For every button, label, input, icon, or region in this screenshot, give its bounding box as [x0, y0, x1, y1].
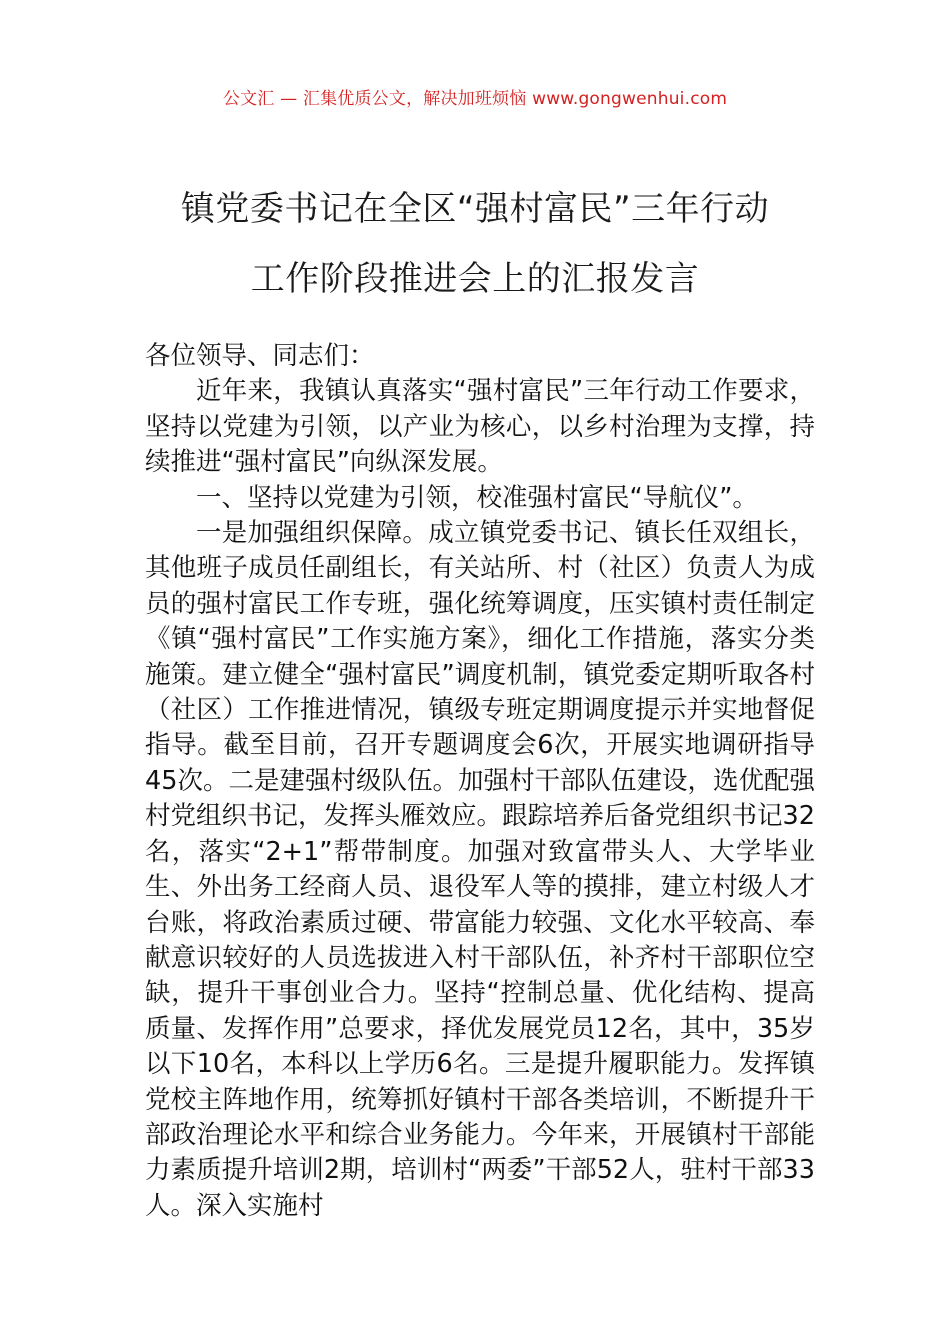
- paragraph-intro: 近年来，我镇认真落实“强村富民”三年行动工作要求，坚持以党建为引领，以产业为核心，以乡村治理为支撑，持续推进“强村富民”向纵深发展。: [145, 376, 815, 478]
- document-title-line-1: 镇党委书记在全区“强村富民”三年行动: [180, 189, 770, 229]
- document-title-line-2: 工作阶段推进会上的汇报发言: [250, 259, 700, 299]
- section-heading-1: 一、坚持以党建为引领，校准强村富民“导航仪”。: [196, 482, 758, 513]
- paragraph-body: 一是加强组织保障。成立镇党委书记、镇长任双组长，其他班子成员任副组长，有关站所、村（社区）负责人为成员的强村富民工作专班，强化统筹调度，压实镇村责任制定《镇“强村富民”工作实施方案》，细化工作措施，落实分类施策。建立健全“强村富民”调度机制，镇党委定期听取各村（社区）工作推进情况，镇级专班定期调度提示并实地督促指导。截至目前，召开专题调度会6次，开展实地调研指导45次。二是建强村级队伍。加强村干部队伍建设，选优配强村党组织书记，发挥头雁效应。跟踪培养后备党组织书记32名，落实“2+1”帮带制度。加强对致富带头人、大学毕业生、外出务工经商人员、退役军人等的摸排，建立村级人才台账，将政治素质过硬、带富能力较强、文化水平较高、奉献意识较好的人员选拔进入村干部队伍，补齐村干部职位空缺，提升干事创业合力。坚持“控制总量、优化结构、提高质量、发挥作用”总要求，择优发展党员12名，其中，35岁以下10名，本科以上学历6名。三是提升履职能力。发挥镇党校主阵地作用，统筹抓好镇村干部各类培训，不断提升干部政治理论水平和综合业务能力。今年来，开展镇村干部能力素质提升培训2期，培训村“两委”干部52人，驻村干部33人。深入实施村: [145, 518, 815, 1221]
- salutation: 各位领导、同志们：: [145, 341, 375, 371]
- document-body: [145, 339, 815, 1224]
- header-banner[interactable]: 公文汇 — 汇集优质公文，解决加班烦恼 www.gongwenhui.com: [222, 89, 728, 109]
